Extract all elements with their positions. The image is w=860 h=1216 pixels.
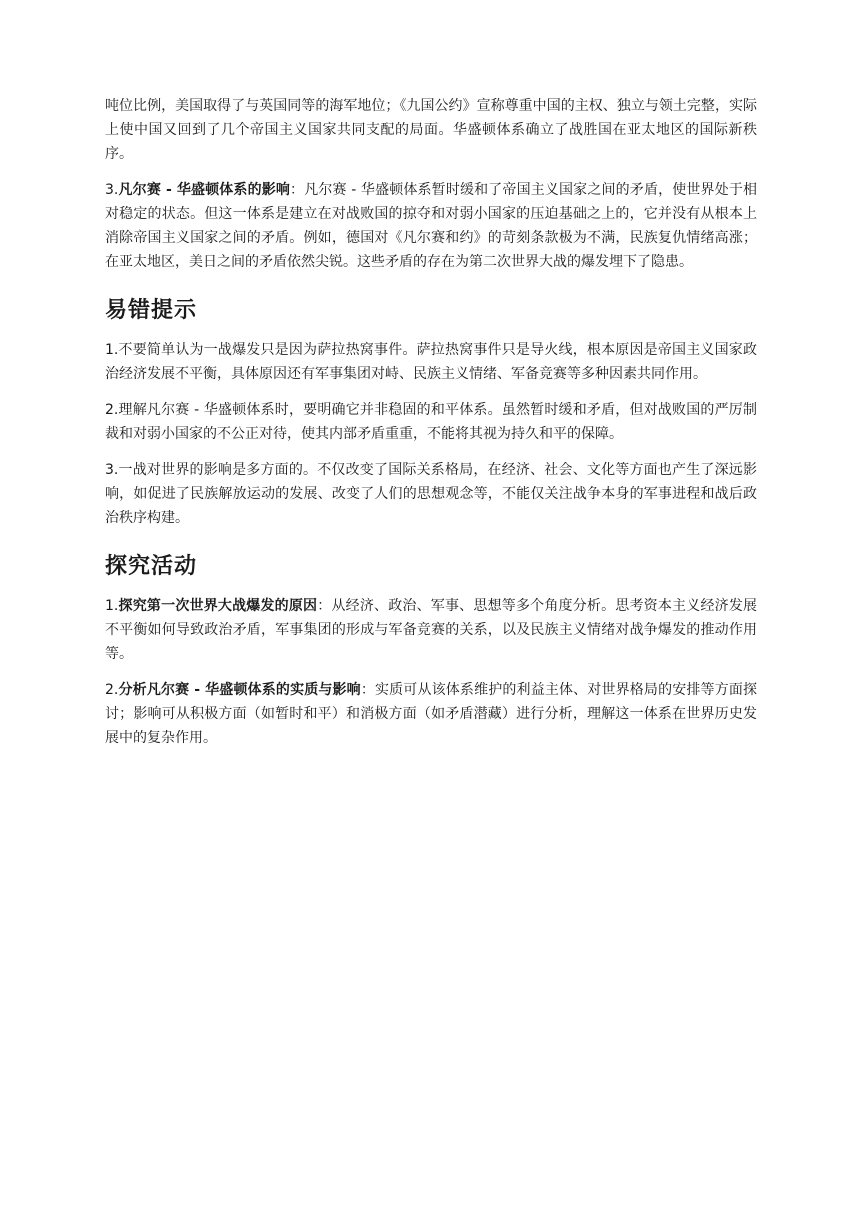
activity-item	[105, 594, 757, 666]
tip-item: 3.一战对世界的影响是多方面的。不仅改变了国际关系格局，在经济、社会、文化等方面也产生了深远影响，如促进了民族解放运动的发展、改变了人们的思想观念等，不能仅关注战争本身的军事进程和战后政治秩序构建。	[105, 462, 757, 526]
activity-colon: ：	[360, 682, 375, 698]
influence-text: 凡尔赛 - 华盛顿体系暂时缓和了帝国主义国家之间的矛盾，使世界处于相对稳定的状态。但这一体系是建立在对战败国的掠夺和对弱小国家的压迫基础之上的，它并没有从根本上消除帝国主义国家之间的矛盾。例如，德国对《凡尔赛和约》的苛刻条款极为不满，民族复仇情绪高涨；在亚太地区，美日之间的矛盾依然尖锐。这些矛盾的存在为第二次世界大战的爆发埋下了隐患。	[105, 182, 758, 270]
tip-item: 2.理解凡尔赛 - 华盛顿体系时，要明确它并非稳固的和平体系。虽然暂时缓和矛盾，但对战败国的严厉制裁和对弱小国家的不公正对待，使其内部矛盾重重，不能将其视为持久和平的保障。	[105, 402, 757, 442]
document-page	[105, 94, 757, 762]
activity-colon: ：	[317, 598, 332, 614]
activity-number: 2.	[105, 682, 119, 698]
intro-paragraph	[105, 94, 757, 166]
influence-number: 3.	[105, 182, 119, 198]
activity-title: 分析凡尔赛 - 华盛顿体系的实质与影响	[118, 682, 361, 698]
influence-colon: ：	[290, 182, 305, 198]
influence-paragraph	[105, 178, 757, 274]
activities-heading: 探究活动	[105, 554, 198, 579]
tip-item: 1.不要简单认为一战爆发只是因为萨拉热窝事件。萨拉热窝事件只是导火线，根本原因是帝国主义国家政治经济发展不平衡，具体原因还有军事集团对峙、民族主义情绪、军备竞赛等多种因素共同作用。	[105, 342, 757, 382]
activity-item	[105, 678, 757, 750]
activity-title: 探究第一次世界大战爆发的原因	[118, 598, 318, 614]
influence-title: 凡尔赛 - 华盛顿体系的影响	[118, 182, 291, 198]
intro-text: 吨位比例，美国取得了与英国同等的海军地位；《九国公约》宣称尊重中国的主权、独立与领土完整，实际上使中国又回到了几个帝国主义国家共同支配的局面。华盛顿体系确立了战胜国在亚太地区的国际新秩序。	[105, 98, 757, 162]
tips-heading: 易错提示	[105, 298, 198, 323]
activity-number: 1.	[105, 598, 119, 614]
activity-text: 实质可从该体系维护的利益主体、对世界格局的安排等方面探讨；影响可从积极方面（如暂时和平）和消极方面（如矛盾潜藏）进行分析，理解这一体系在世界历史发展中的复杂作用。	[105, 682, 757, 746]
activity-text: 从经济、政治、军事、思想等多个角度分析。思考资本主义经济发展不平衡如何导致政治矛盾，军事集团的形成与军备竞赛的关系，以及民族主义情绪对战争爆发的推动作用等。	[105, 598, 758, 662]
